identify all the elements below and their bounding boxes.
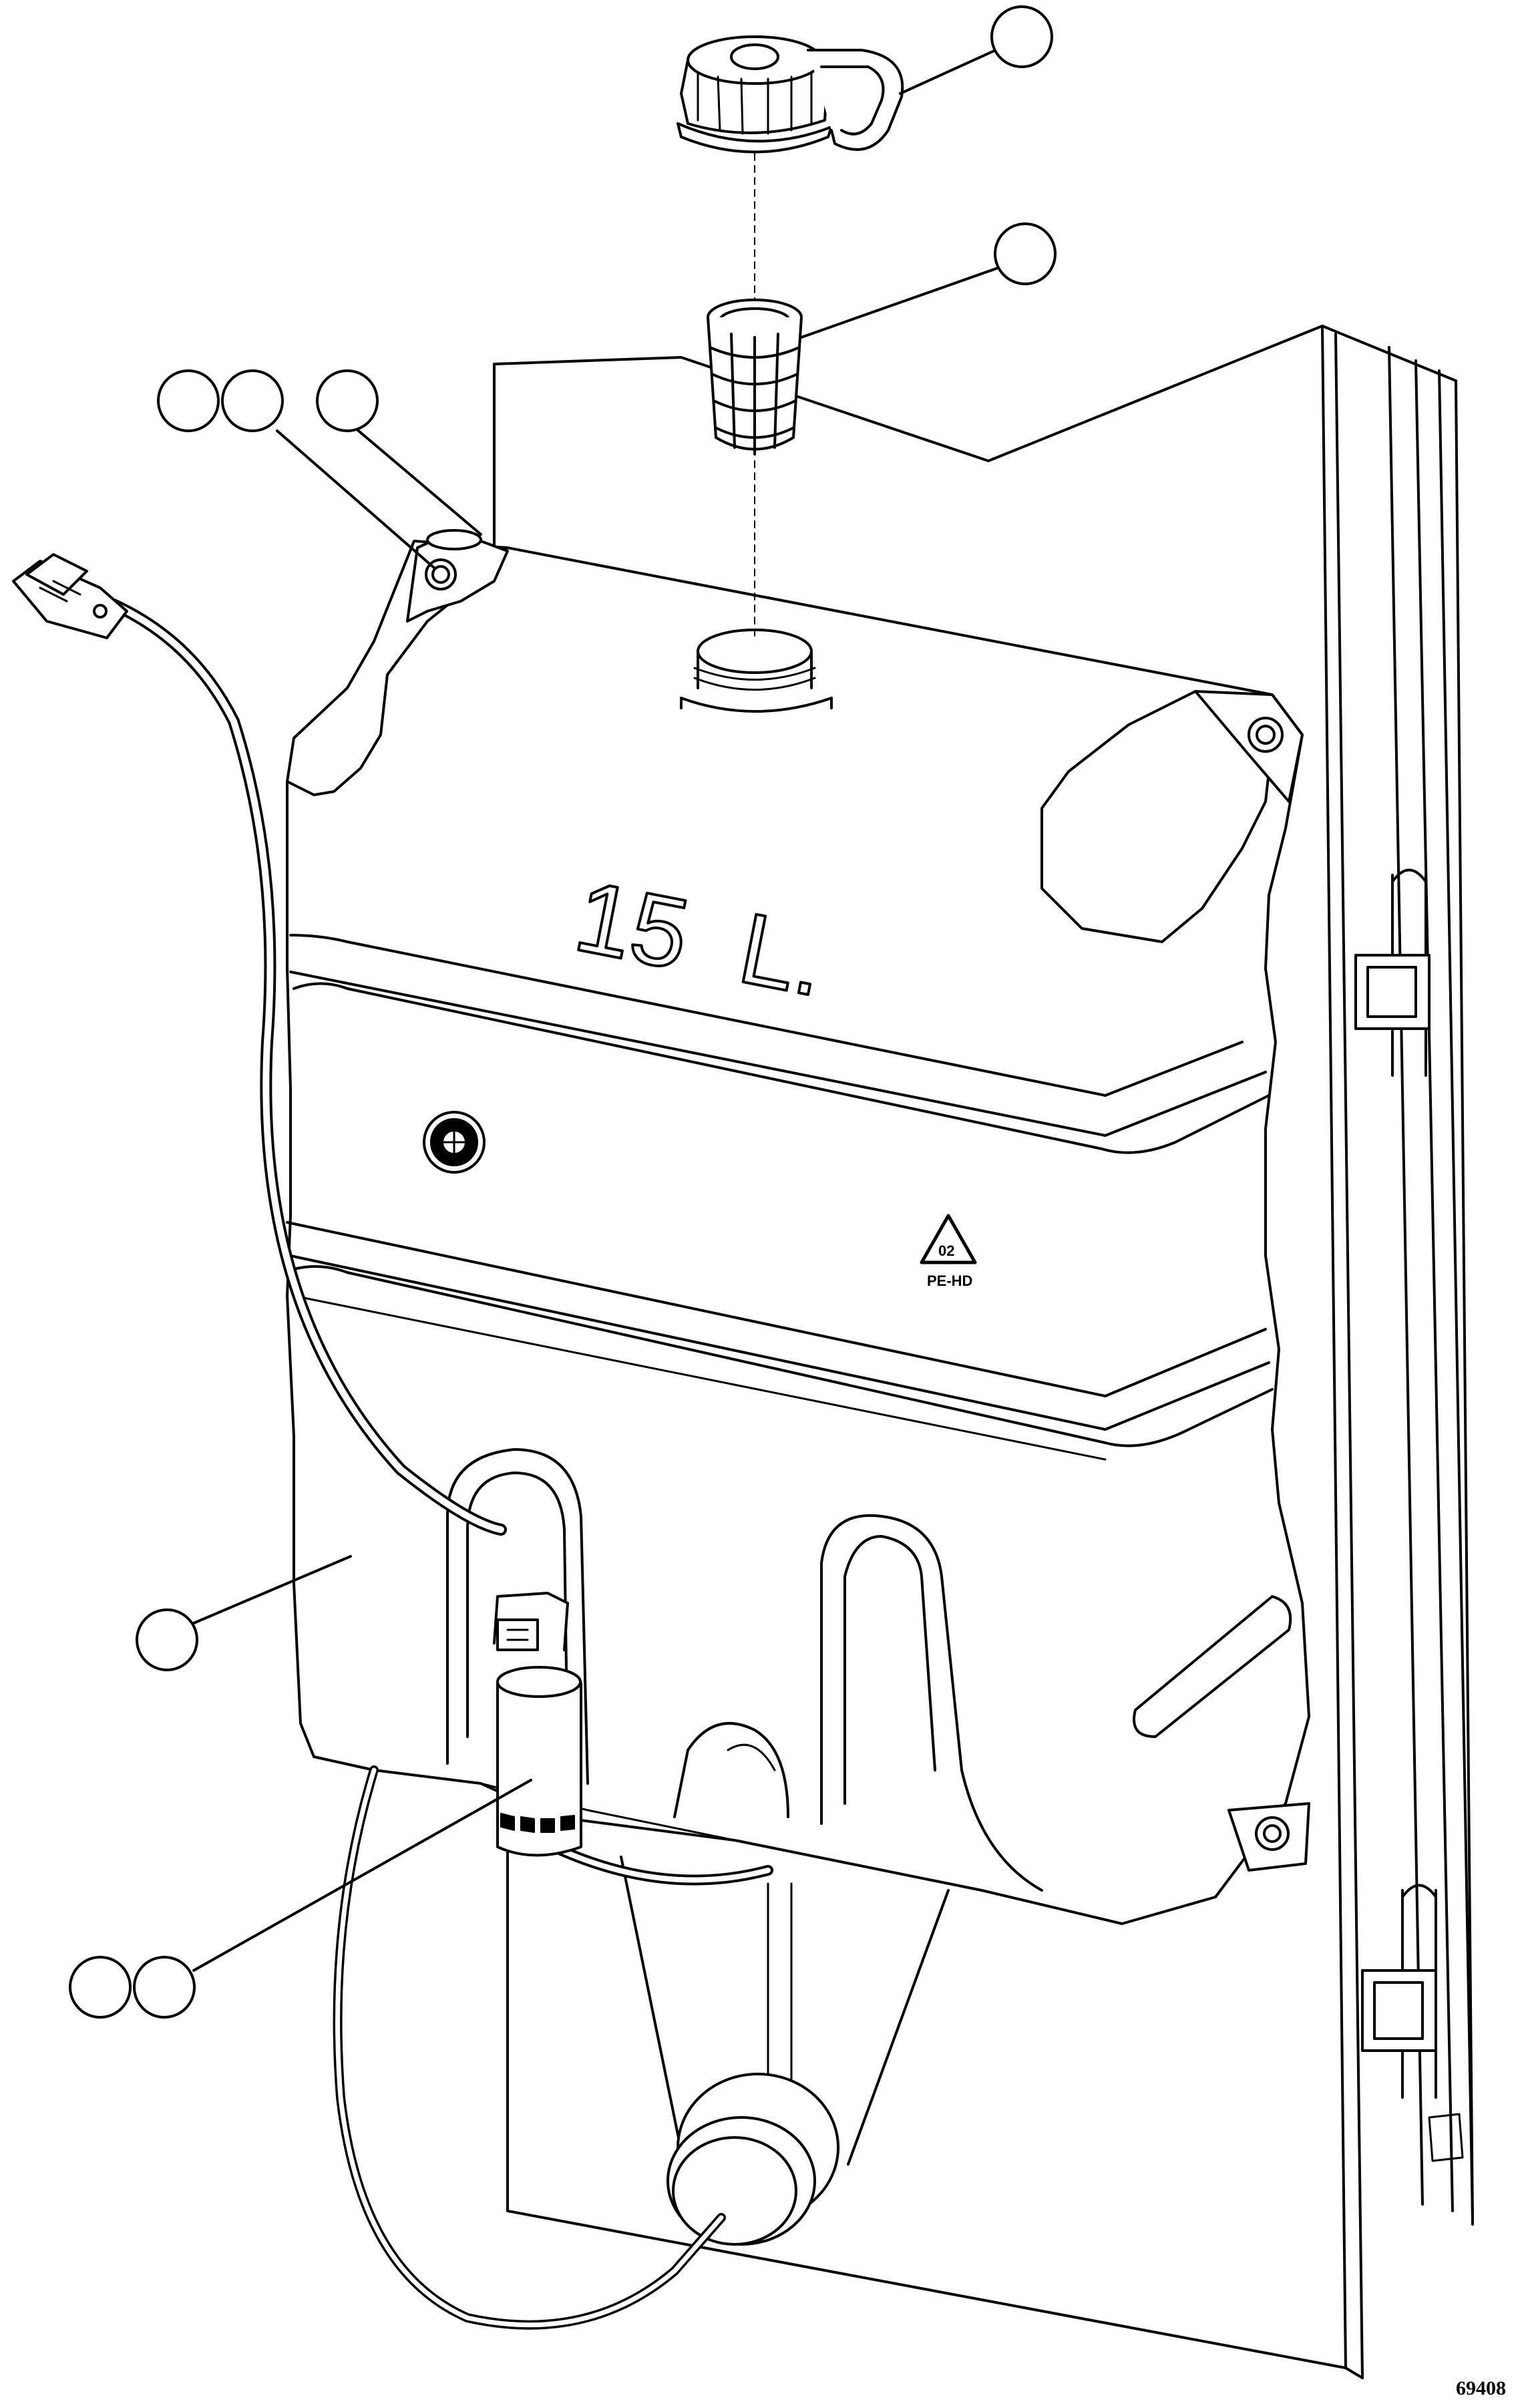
pump-housing — [621, 1857, 948, 2244]
callout-pump-a[interactable] — [70, 1957, 130, 2017]
filler-cap — [678, 37, 902, 152]
electrical-connector — [13, 554, 127, 638]
date-stamp-symbol — [424, 1112, 484, 1172]
leader-strainer — [801, 257, 1028, 337]
material-label: PE-HD — [927, 1272, 973, 1289]
leader-bolt — [277, 431, 434, 568]
strainer — [708, 300, 801, 454]
callout-pump-b[interactable] — [134, 1957, 194, 2017]
callout-strainer[interactable] — [995, 224, 1055, 284]
callout-bracket[interactable] — [317, 371, 377, 431]
lower-hinge — [1362, 1886, 1436, 2098]
callout-bolt-a[interactable] — [158, 371, 218, 431]
recycle-code: 02 — [938, 1242, 955, 1259]
capacity-label: 15 L. — [566, 859, 835, 1018]
leader-bracket — [351, 424, 481, 534]
callout-tank[interactable] — [137, 1610, 197, 1670]
callout-cap[interactable] — [992, 7, 1052, 67]
upper-hinge — [1356, 870, 1429, 1076]
callout-bolt-b[interactable] — [222, 371, 282, 431]
figure-number: 69408 — [1456, 2377, 1506, 2399]
washer-tank — [287, 541, 1309, 1924]
